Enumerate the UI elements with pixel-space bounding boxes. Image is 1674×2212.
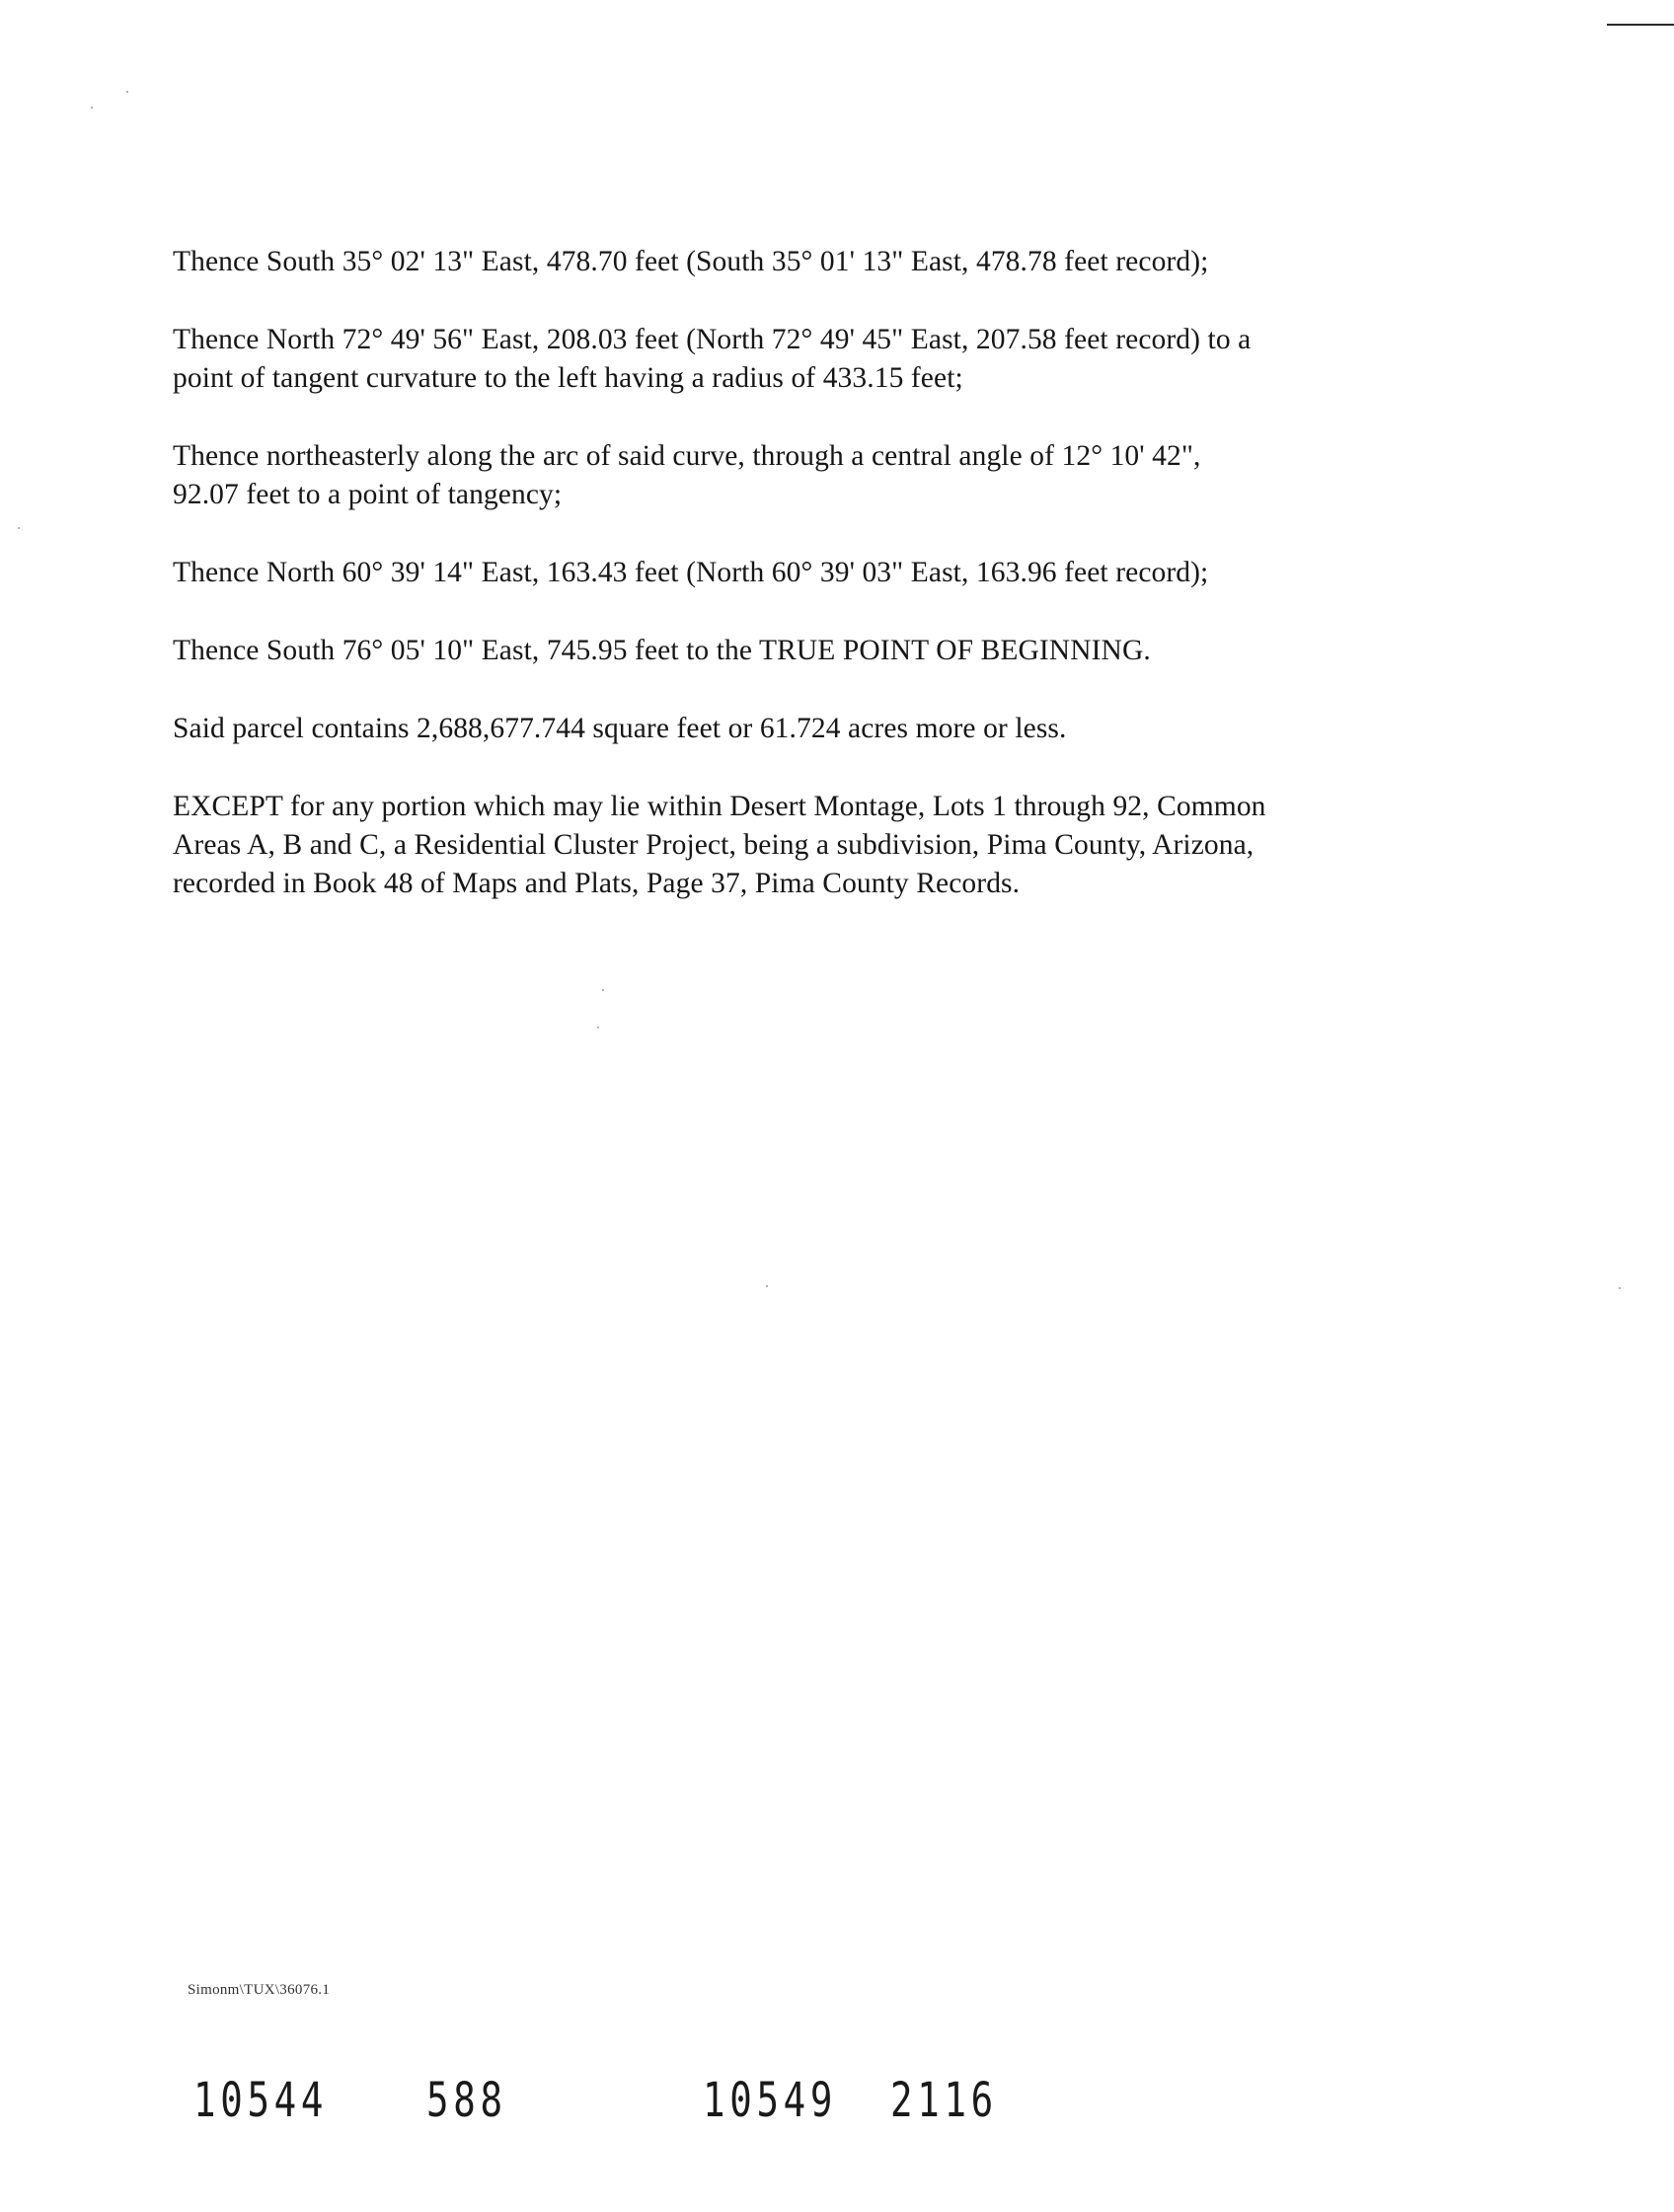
scan-speck (1619, 1287, 1621, 1289)
paragraph-area: Said parcel contains 2,688,677.744 square feet or 61.724 acres more or less. (173, 713, 1067, 744)
paragraph-course-2: Thence North 72° 49' 56" East, 208.03 feet (North 72° 49' 45" East, 207.58 feet record) to a point of tangent curvature to the left having a radius of 433.15 feet; (173, 324, 1252, 394)
legal-description-body (173, 243, 1485, 943)
paragraph-course-1: Thence South 35° 02' 13" East, 478.70 feet (South 35° 01' 13" East, 478.78 feet record); (173, 246, 1209, 277)
page-number-stamp-1: 588 (426, 2073, 507, 2128)
scan-speck (91, 107, 93, 109)
paragraph-course-4: Thence South 76° 05' 10" East, 745.95 feet to the TRUE POINT OF BEGINNING. (173, 635, 1151, 666)
scan-speck (18, 527, 20, 529)
paragraph-curve: Thence northeasterly along the arc of said curve, through a central angle of 12° 10' 42", 92.07 feet to a point of tangency; (173, 440, 1201, 510)
scan-speck (126, 91, 128, 93)
file-reference: Simonm\TUX\36076.1 (188, 1982, 331, 1998)
page-number-stamp-2: 2116 (890, 2073, 998, 2128)
docket-number-stamp-1: 10544 (193, 2073, 329, 2128)
paragraph-course-3: Thence North 60° 39' 14" East, 163.43 feet (North 60° 39' 03" East, 163.96 feet record); (173, 557, 1209, 588)
scan-speck (597, 1027, 599, 1029)
scan-speck (602, 989, 604, 991)
docket-number-stamp-2: 10549 (703, 2073, 838, 2128)
scan-speck (766, 1285, 768, 1287)
scan-edge-mark (1607, 24, 1674, 26)
paragraph-exception: EXCEPT for any portion which may lie within Desert Montage, Lots 1 through 92, Common Areas A, B and C, a Residential Cluster Project, being a subdivision, Pima County, Arizona, recorded in Book 48 of Maps and Plats, Page 37, Pima County Records. (173, 791, 1266, 899)
